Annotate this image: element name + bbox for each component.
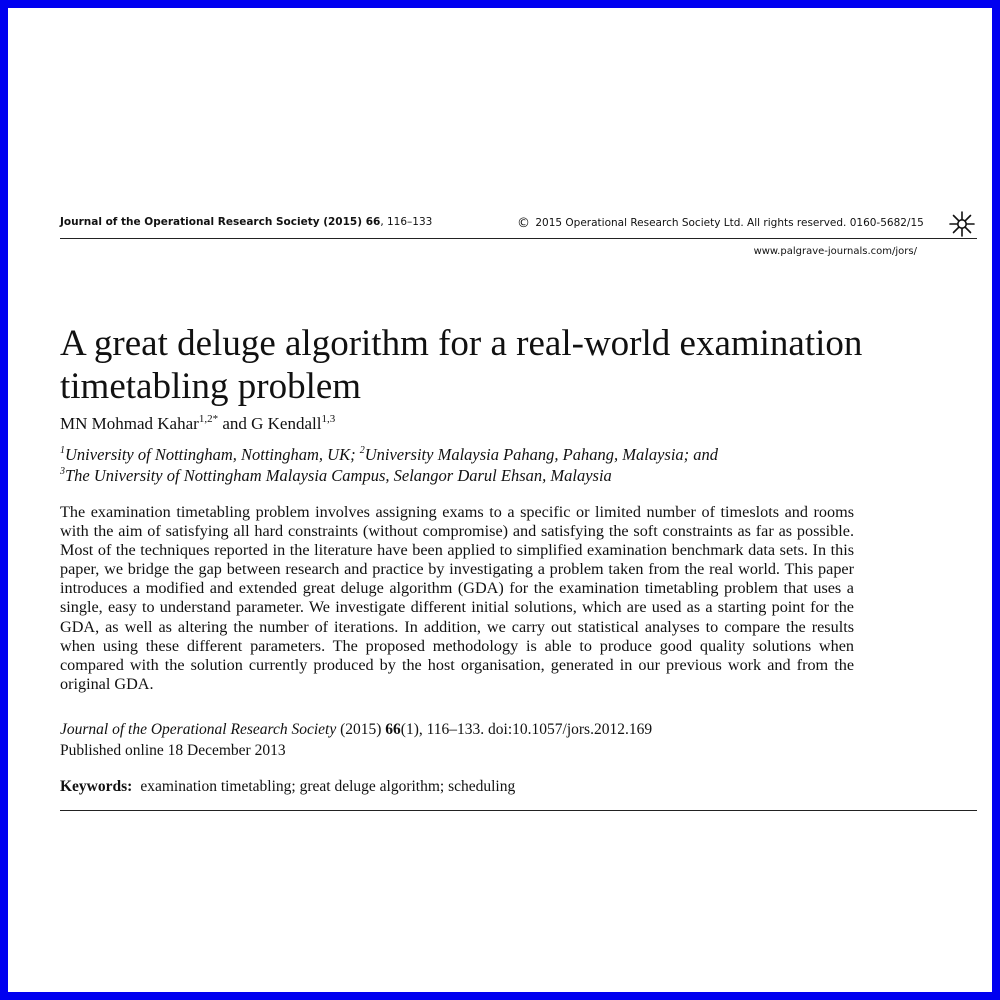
citation-year: (2015) xyxy=(336,721,386,738)
journal-name: Journal of the Operational Research Society (2015) xyxy=(60,216,363,228)
citation-volume: 66 xyxy=(385,721,401,738)
affiliation-text: University Malaysia Pahang, Pahang, Malaysia; and xyxy=(364,445,719,464)
author-list xyxy=(60,414,335,434)
affiliation-line xyxy=(60,466,612,486)
affiliation-marker: 2 xyxy=(359,445,365,456)
copyright-symbol: © xyxy=(517,216,530,231)
keywords xyxy=(60,778,515,796)
keywords-text: examination timetabling; great deluge algorithm; scheduling xyxy=(140,778,516,795)
journal-pages: , 116–133 xyxy=(380,216,433,228)
citation-rest: (1), 116–133. doi:10.1057/jors.2012.169 xyxy=(400,721,653,738)
keywords-label: Keywords: xyxy=(60,778,133,795)
journal-volume: 66 xyxy=(365,216,381,228)
affiliation-text: The University of Nottingham Malaysia Campus, Selangor Darul Ehsan, Malaysia xyxy=(65,466,612,485)
footer-rule xyxy=(60,810,977,811)
author-name: MN Mohmad Kahar xyxy=(60,414,199,433)
header-rule xyxy=(60,238,977,239)
author-name: G Kendall xyxy=(251,414,322,433)
citation-journal: Journal of the Operational Research Society xyxy=(60,721,337,738)
journal-url[interactable]: www.palgrave-journals.com/jors/ xyxy=(753,246,917,257)
citation xyxy=(60,721,652,739)
published-date: Published online 18 December 2013 xyxy=(60,742,286,759)
article-title: A great deluge algorithm for a real-world examination timetabling problem xyxy=(60,323,863,407)
affiliation-text: University of Nottingham, Nottingham, UK; xyxy=(65,445,360,464)
journal-header xyxy=(60,216,432,228)
author-conjunction: and xyxy=(218,414,252,433)
abstract: The examination timetabling problem involves assigning exams to a specific or limited number of timeslots and rooms with the aim of satisfying all hard constraints (without compromise) and satisfying the soft constraints as far as possible. Most of the techniques reported in the literature have been applied to simplified examination benchmark data sets. In this paper, we bridge the gap between research and practice by investigating a problem taken from the real world. This paper introduces a modified and extended great deluge algorithm (GDA) for the examination timetabling problem that uses a single, easy to understand parameter. We investigate different initial solutions, which are used as a starting point for the GDA, as well as altering the number of iterations. In addition, we carry out statistical analyses to compare the results when using these different parameters. The proposed methodology is able to produce good quality solutions when compared with the solution currently produced by the host organisation, generated in our previous work and from the original GDA. xyxy=(60,503,854,693)
affiliation-marker: 3 xyxy=(60,466,65,477)
palgrave-logo-icon xyxy=(948,210,976,238)
affiliation-marker: 1 xyxy=(60,445,65,456)
affiliation-line xyxy=(60,445,718,465)
author-affiliation-marker: 1,2* xyxy=(198,413,219,425)
copyright-text: 2015 Operational Research Society Ltd. All rights reserved. 0160-5682/15 xyxy=(535,217,924,229)
author-affiliation-marker: 1,3 xyxy=(321,413,336,425)
copyright-notice xyxy=(517,216,924,231)
